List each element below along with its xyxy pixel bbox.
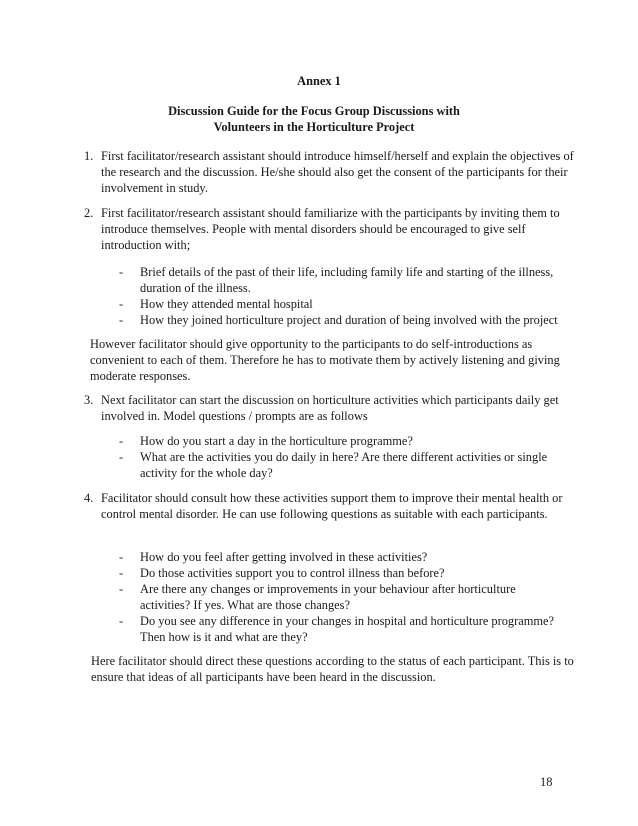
dash-marker: - xyxy=(119,614,124,628)
bullet-item xyxy=(119,312,579,328)
item-number: 1. xyxy=(84,149,94,163)
list-item-2 xyxy=(84,205,574,253)
dash-marker: - xyxy=(119,550,124,564)
list-item-3 xyxy=(84,392,574,424)
list-item-4 xyxy=(84,490,574,522)
item-number: 3. xyxy=(84,393,94,407)
dash-marker: - xyxy=(119,566,124,580)
bullet-item xyxy=(119,613,569,645)
title-line-2: Volunteers in the Horticulture Project xyxy=(213,120,415,134)
bullet-text: How they joined horticulture project and duration of being involved with the project xyxy=(140,313,558,327)
bullet-text: Brief details of the past of their life, including family life and starting of the illness, duration of the illness. xyxy=(140,265,554,295)
bullet-item xyxy=(119,549,569,565)
paragraph: Here facilitator should direct these questions according to the status of each participant. This is to ensure that ideas of all participants have been heard in the discussion. xyxy=(91,654,574,684)
bullet-text: Do you see any difference in your changes in hospital and horticulture programme? Then how is it and what are they? xyxy=(140,614,555,644)
dash-marker: - xyxy=(119,434,124,448)
bullet-item xyxy=(119,264,569,296)
bullet-item xyxy=(119,296,569,312)
dash-marker: - xyxy=(119,265,124,279)
paragraph: However facilitator should give opportunity to the participants to do self-introductions as convenient to each of them. Therefore he has to motivate them by actively listening and giving moderate responses. xyxy=(90,337,560,383)
item-text: First facilitator/research assistant should familiarize with the participants by inviting them to introduce themselves. People with mental disorders should be encouraged to give self introduction with; xyxy=(101,206,560,252)
bullet-text: Are there any changes or improvements in your behaviour after horticulture activities? If yes. What are those changes? xyxy=(140,582,516,612)
bullet-item xyxy=(119,581,569,613)
bullet-text: How do you feel after getting involved in these activities? xyxy=(140,550,428,564)
bullet-text: Do those activities support you to control illness than before? xyxy=(140,566,445,580)
bullet-text: How they attended mental hospital xyxy=(140,297,313,311)
bullet-text: How do you start a day in the horticulture programme? xyxy=(140,434,413,448)
item-number: 4. xyxy=(84,491,94,505)
item-number: 2. xyxy=(84,206,94,220)
dash-marker: - xyxy=(119,313,124,327)
bullet-item xyxy=(119,449,569,481)
item-text: Next facilitator can start the discussion on horticulture activities which participants daily get involved in. Model questions / prompts are as follows xyxy=(101,393,559,423)
bullet-item xyxy=(119,433,569,449)
list-item-1 xyxy=(84,148,574,196)
dash-marker: - xyxy=(119,450,124,464)
page-number: 18 xyxy=(540,775,553,789)
title-line-1: Discussion Guide for the Focus Group Discussions with xyxy=(168,104,460,118)
annex-heading: Annex 1 xyxy=(297,74,341,88)
dash-marker: - xyxy=(119,582,124,596)
dash-marker: - xyxy=(119,297,124,311)
item-text: Facilitator should consult how these activities support them to improve their mental health or control mental disorder. He can use following questions as suitable with each participants. xyxy=(101,491,563,521)
bullet-item xyxy=(119,565,569,581)
bullet-text: What are the activities you do daily in here? Are there different activities or single activity for the whole day? xyxy=(140,450,548,480)
page-title xyxy=(0,103,628,135)
item-text: First facilitator/research assistant should introduce himself/herself and explain the objectives of the research and the discussion. He/she should also get the consent of the participants for their involvement in study. xyxy=(101,149,574,195)
